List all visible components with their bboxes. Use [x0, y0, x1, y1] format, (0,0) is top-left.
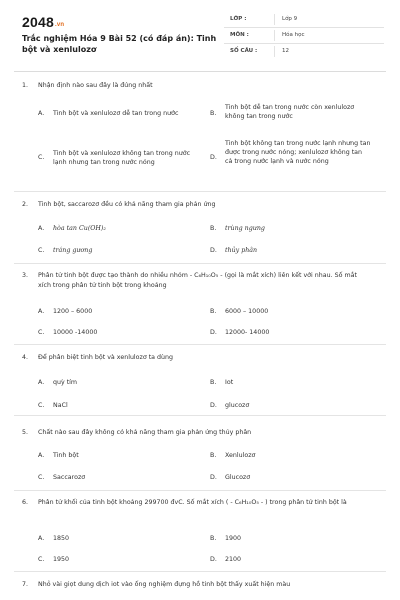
question-text: 4. Để phân biệt tinh bột và xenlulozơ ta dùng — [22, 354, 173, 361]
quiz-page: 2048.vn Trắc nghiệm Hóa 9 Bài 52 (có đáp án): Tinh bột và xenlulozơ LỚP : Lớp 9 MÔN : Hóa học SỐ CÂU : 12 1. Nhận định nào sau đây là đúng nhất A. Tinh bột và xenlulozơ dễ tan trong nước B. Tinh bột dễ tan trong nước còn xenlulozơ không tan trong nước C. Tinh bột và xenlulozơ không tan trong nước lạnh nhưng tan trong nước nóng D. Tinh bột không tan trong nước lạnh nhưng tan được trong nước nóng; xenlulozơ không tan cả trong nước lạnh và nước nóng 2. Tinh bột, saccarozơ đều có khả năng tham gia phản ứng A. hòa tan Cu(OH)₂ B. trùng ngưng C. tráng gương D. thủy phân 3. Phân tử tinh bột được tạo thành do nhiều nhóm - C₆H₁₀O₅ - (gọi là mắt xích) liên kết với nhau. Số mắt xích trong phân tử tinh bột trong khoảng A. 1200 – 6000 B. 6000 – 10000 C. 10000 -14000 D. 12000- 14000 4. Để phân biệt tinh bột và xenlulozơ ta dùng A. quỳ tím B. Iot C. NaCl D. glucozơ 5. Chất nào sau đây không có khả năng tham gia phản ứng thủy phân A. Tinh bột B. Xenlulozơ C. Saccarozơ D. Glucozơ 6. Phân tử khối của tinh bột khoảng 299700 đvC. Số mắt xích ( - C₆H₁₀O₅ - ) trong phân tử tinh bột là A. 1850 B. 1900 C. 1950 D. 2100 7. Nhỏ vài giọt dung dịch iot vào ống nghiệm đựng hồ tinh bột thấy xuất hiện màu — [0, 0, 400, 600]
question-text: 1. Nhận định nào sau đây là đúng nhất — [22, 82, 153, 89]
question-text: 2. Tinh bột, saccarozơ đều có khả năng tham gia phản ứng — [22, 201, 216, 208]
question-divider — [14, 344, 386, 345]
question-text: 7. Nhỏ vài giọt dung dịch iot vào ống nghiệm đựng hồ tinh bột thấy xuất hiện màu — [22, 581, 291, 588]
question-text: 3. Phân tử tinh bột được tạo thành do nhiều nhóm - C₆H₁₀O₅ - (gọi là mắt xích) liên kết với nhau. Số mắt xích trong phân tử tinh bột trong khoảng — [22, 272, 357, 289]
question-divider — [14, 490, 386, 491]
meta-row-grade — [224, 12, 384, 28]
quiz-meta-box — [224, 12, 384, 59]
meta-key: SỐ CÂU : — [230, 48, 258, 54]
question-text: 6. Phân tử khối của tinh bột khoảng 299700 đvC. Số mắt xích ( - C₆H₁₀O₅ - ) trong phân tử tinh bột là — [22, 499, 347, 506]
meta-key: LỚP : — [230, 16, 247, 22]
meta-value: Lớp 9 — [282, 16, 298, 22]
question-divider — [14, 571, 386, 572]
meta-row-count — [224, 44, 384, 59]
question-divider — [14, 415, 386, 416]
site-logo[interactable]: 2048.vn — [22, 14, 65, 30]
question-divider — [14, 263, 386, 264]
meta-divider — [274, 46, 275, 57]
meta-value: 12 — [282, 48, 289, 54]
page-title: Trắc nghiệm Hóa 9 Bài 52 (có đáp án): Tinh bột và xenlulozơ — [22, 34, 217, 54]
meta-key: MÔN : — [230, 32, 249, 38]
question-text: 5. Chất nào sau đây không có khả năng tham gia phản ứng thủy phân — [22, 429, 252, 436]
header-divider — [14, 71, 386, 72]
meta-value: Hóa học — [282, 32, 305, 38]
meta-divider — [274, 14, 275, 25]
meta-divider — [274, 30, 275, 41]
question-divider — [14, 191, 386, 192]
meta-row-subject — [224, 28, 384, 44]
